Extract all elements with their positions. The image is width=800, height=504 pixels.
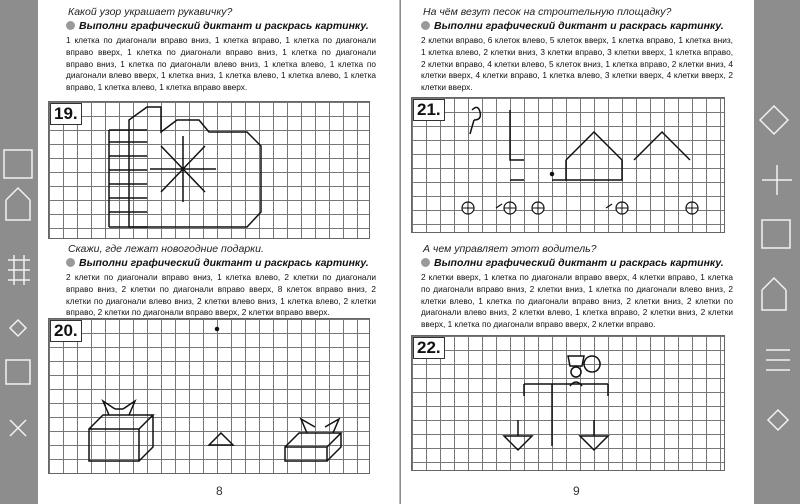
grid-22 [411, 335, 725, 471]
exercise-number-22: 22. [413, 337, 445, 359]
instruction-22 [421, 257, 724, 269]
question-22: А чем управляет этот водитель? [423, 243, 597, 255]
page-number-left: 8 [216, 484, 223, 498]
left-page [38, 0, 400, 504]
instruction-20 [66, 257, 369, 269]
instruction-21-text: Выполни графический диктант и раскрась картинку. [434, 20, 724, 32]
question-20: Скажи, где лежат новогодние подарки. [68, 243, 264, 255]
grid-21 [411, 97, 725, 233]
exercise-number-20: 20. [50, 320, 82, 342]
dictation-22: 2 клетки вверх, 1 клетка по диагонали вправо вверх, 4 клетки вправо, 1 клетка по диагонали вправо вниз, 2 клетки вниз, 1 клетка по диагонали влево вниз, 2 клетки влево, 1 клетка по диагонали вправо вниз, 2 клетки вниз, 2 клетки по диагонали влево вниз, 2 клетки влево, 1 клетка вправо, 2 клетки вниз, 2 клетки вверх, 1 клетка по диагонали вправо вверх, 2 клетки вправо. [421, 272, 733, 330]
question-19: Какой узор украшает рукавичку? [68, 6, 233, 18]
instruction-20-text: Выполни графический диктант и раскрась картинку. [79, 257, 369, 269]
dictation-19: 1 клетка по диагонали вправо вниз, 1 клетка вправо, 1 клетка по диагонали вправо вверх, 1 клетка по диагонали вправо вниз, 1 клетка по диагонали вправо вниз, 1 клетка по диагонали влево вниз, 1 клетка влево, 1 клетка по диагонали влево вверх, 1 клетка вниз, 1 клетка влево, 1 клетка влево, 1 клетка вправо, 1 клетка влево, 1 клетка вправо вверх. [66, 35, 376, 93]
grid-20 [48, 318, 370, 474]
driver-drawing [412, 336, 724, 470]
right-page [401, 0, 754, 504]
exercise-number-21: 21. [413, 99, 445, 121]
gifts-drawing [49, 319, 369, 473]
instruction-21 [421, 20, 724, 32]
page-number-right: 9 [573, 484, 580, 498]
dictation-21: 2 клетки вправо, 6 клеток влево, 5 клеток вверх, 1 клетка вправо, 1 клетка вниз, 1 клетка влево, 2 клетки вниз, 3 клетки вправо, 3 клетки вверх, 1 клетка вправо, 2 клетки вправо, 4 клетки влево, 5 клеток вниз, 1 клетка вправо, 2 клетки вниз, 4 клетки вверх, 4 клетки вправо, 1 клетка влево, 3 клетки вверх, 4 клетки вверх, 2 клетки вверх. [421, 35, 733, 93]
mitten-drawing [49, 102, 369, 238]
question-21: На чём везут песок на строительную площадку? [423, 6, 672, 18]
grid-19 [48, 101, 370, 239]
bullet-icon [66, 258, 75, 267]
instruction-19 [66, 20, 369, 32]
exercise-number-19: 19. [50, 103, 82, 125]
bullet-icon [421, 21, 430, 30]
instruction-22-text: Выполни графический диктант и раскрась картинку. [434, 257, 724, 269]
bullet-icon [421, 258, 430, 267]
truck-drawing [412, 98, 724, 232]
bullet-icon [66, 21, 75, 30]
instruction-19-text: Выполни графический диктант и раскрась картинку. [79, 20, 369, 32]
dictation-20: 2 клетки по диагонали вправо вниз, 1 клетка влево, 2 клетки по диагонали вправо вниз, 2 клетки по диагонали вправо вверх, 8 клеток вправо вниз, 2 клетки по диагонали влево вниз, 2 клетки влево вниз, 1 клетка влево, 2 клетки вправо, 2 клетки по диагонали вправо вверх, 2 клетки вправо вверх. [66, 272, 376, 318]
